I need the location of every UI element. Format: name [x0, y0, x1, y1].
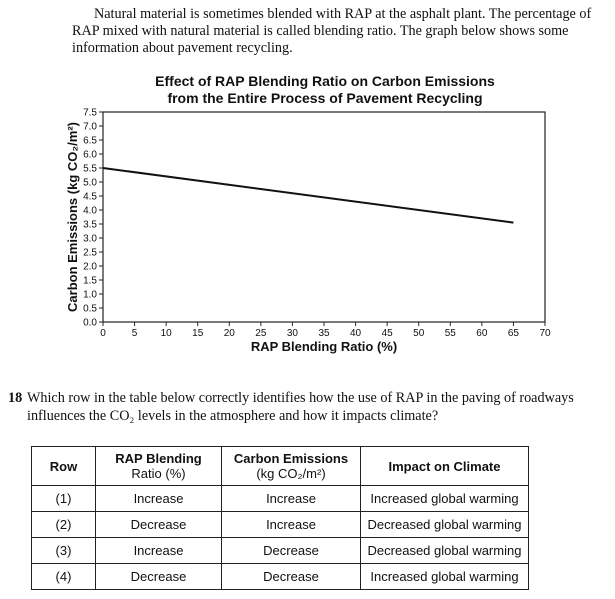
- table-header-row: [32, 447, 529, 486]
- x-tick-label: 0: [100, 328, 106, 339]
- header-ratio: [96, 447, 222, 486]
- header-ratio-line-1: RAP Blending: [115, 451, 202, 466]
- row-climate: Decreased global warming: [361, 538, 529, 564]
- x-tick-label: 40: [350, 328, 362, 339]
- row-number: (2): [32, 512, 96, 538]
- header-emissions-line-2: (kg CO₂/m²): [256, 466, 326, 481]
- chart-title-line-2: from the Entire Process of Pavement Recycling: [167, 90, 483, 106]
- row-number: (1): [32, 486, 96, 512]
- y-tick-label: 0.0: [83, 317, 97, 329]
- row-ratio: Decrease: [96, 512, 222, 538]
- x-tick-label: 45: [381, 328, 393, 339]
- y-tick-label: 6.5: [83, 135, 97, 147]
- row-number: (4): [32, 564, 96, 590]
- header-climate: Impact on Climate: [361, 447, 529, 486]
- x-tick-label: 70: [539, 328, 551, 339]
- y-tick-label: 1.5: [83, 275, 97, 287]
- x-tick-label: 55: [444, 328, 456, 339]
- table-row: [32, 538, 529, 564]
- plot-area: [65, 108, 551, 355]
- row-climate: Increased global warming: [361, 486, 529, 512]
- header-row: Row: [32, 447, 96, 486]
- chart-title-line-1: Effect of RAP Blending Ratio on Carbon Emissions: [155, 73, 495, 89]
- row-emissions: Decrease: [222, 538, 361, 564]
- table-row: [32, 486, 529, 512]
- x-tick-label: 10: [160, 328, 172, 339]
- row-climate: Decreased global warming: [361, 512, 529, 538]
- y-tick-label: 1.0: [83, 289, 97, 301]
- header-emissions: [222, 447, 361, 486]
- table-row: [32, 512, 529, 538]
- row-ratio: Increase: [96, 538, 222, 564]
- y-axis-label: Carbon Emissions (kg CO₂/m²): [65, 122, 80, 312]
- question-number: 18: [8, 390, 23, 406]
- x-tick-label: 30: [286, 328, 298, 339]
- x-tick-label: 35: [318, 328, 330, 339]
- x-tick-label: 20: [223, 328, 235, 339]
- y-tick-label: 2.5: [83, 247, 97, 259]
- row-climate: Increased global warming: [361, 564, 529, 590]
- y-tick-label: 7.5: [83, 107, 97, 119]
- x-tick-label: 5: [131, 328, 138, 339]
- table-row: [32, 564, 529, 590]
- x-tick-label: 65: [507, 328, 519, 339]
- y-tick-label: 5.0: [83, 177, 97, 189]
- row-ratio: Decrease: [96, 564, 222, 590]
- y-tick-label: 5.5: [83, 163, 97, 175]
- x-axis-label: RAP Blending Ratio (%): [250, 339, 398, 354]
- x-tick-label: 50: [413, 328, 425, 339]
- row-emissions: Increase: [222, 512, 361, 538]
- row-emissions: Decrease: [222, 564, 361, 590]
- y-tick-label: 6.0: [83, 149, 97, 161]
- intro-paragraph: Natural material is sometimes blended with RAP at the asphalt plant. The percentage of RAP mixed with natural material is called blending ratio. The graph below shows some information about pavement recycling.: [72, 6, 592, 56]
- question-text: Which row in the table below correctly identifies how the use of RAP in the paving of roadways influences the CO₂ levels in the atmosphere and how it impacts climate?: [27, 390, 574, 424]
- y-tick-label: 3.5: [83, 219, 97, 231]
- y-tick-label: 0.5: [83, 303, 97, 315]
- y-tick-label: 4.0: [83, 205, 97, 217]
- x-tick-label: 15: [192, 328, 204, 339]
- row-number: (3): [32, 538, 96, 564]
- header-emissions-line-1: Carbon Emissions: [233, 451, 349, 466]
- series-line: [103, 168, 513, 223]
- y-tick-label: 4.5: [83, 191, 97, 203]
- x-tick-label: 60: [476, 328, 488, 339]
- header-ratio-line-2: Ratio (%): [131, 466, 186, 481]
- y-tick-label: 3.0: [83, 233, 97, 245]
- answer-table: [31, 446, 529, 590]
- row-ratio: Increase: [96, 486, 222, 512]
- x-tick-label: 25: [255, 328, 267, 339]
- row-emissions: Increase: [222, 486, 361, 512]
- y-tick-label: 7.0: [83, 121, 97, 133]
- y-tick-label: 2.0: [83, 261, 97, 273]
